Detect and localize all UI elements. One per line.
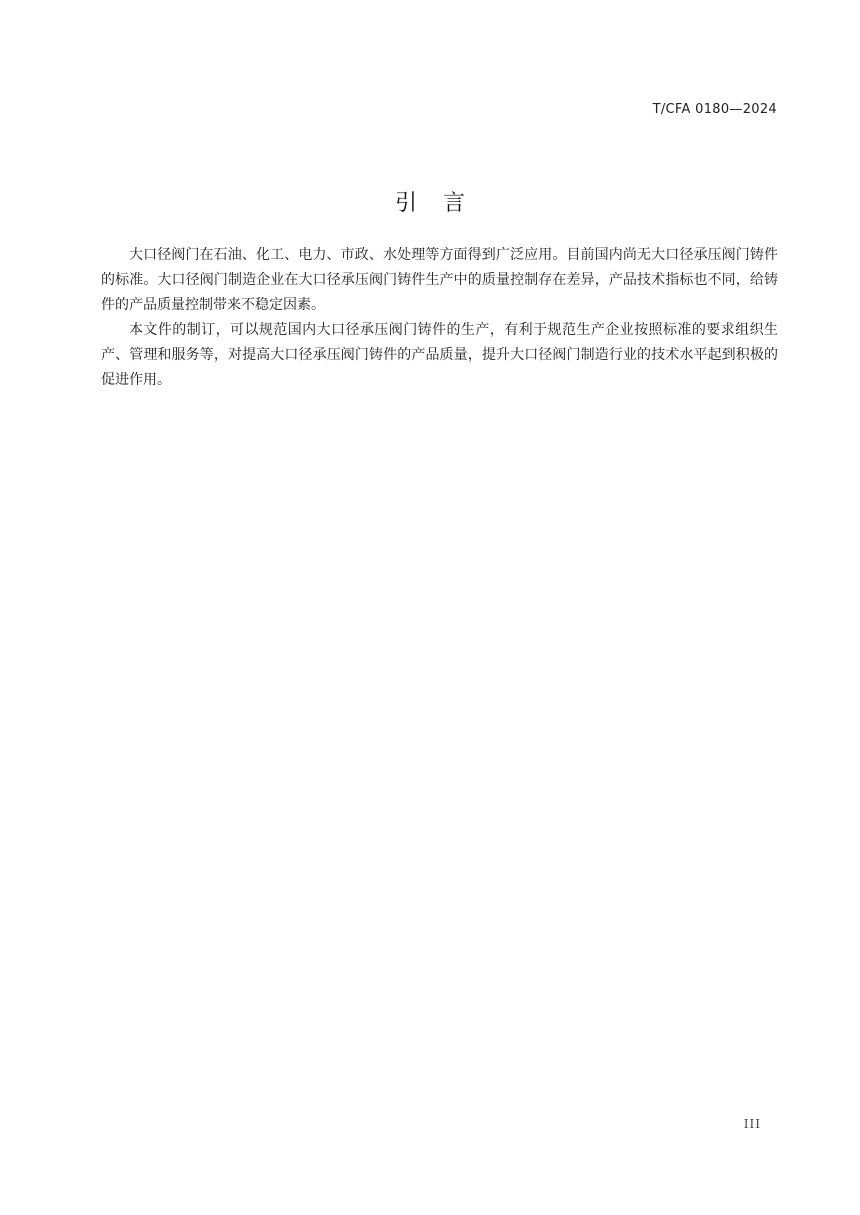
paragraph: 本文件的制订，可以规范国内大口径承压阀门铸件的生产，有利于规范生产企业按照标准的要求组织生产、管理和服务等，对提高大口径承压阀门铸件的产品质量，提升大口径阀门制造行业的技术水平起到积极的促进作用。 [101,322,778,388]
document-code: T/CFA 0180—2024 [652,102,777,117]
page-number: III [743,1117,761,1131]
body-text [101,243,778,393]
paragraph: 大口径阀门在石油、化工、电力、市政、水处理等方面得到广泛应用。目前国内尚无大口径承压阀门铸件的标准。大口径阀门制造企业在大口径承压阀门铸件生产中的质量控制存在差异，产品技术指标也不同，给铸件的产品质量控制带来不稳定因素。 [101,247,778,313]
section-title: 引言 [394,191,491,216]
